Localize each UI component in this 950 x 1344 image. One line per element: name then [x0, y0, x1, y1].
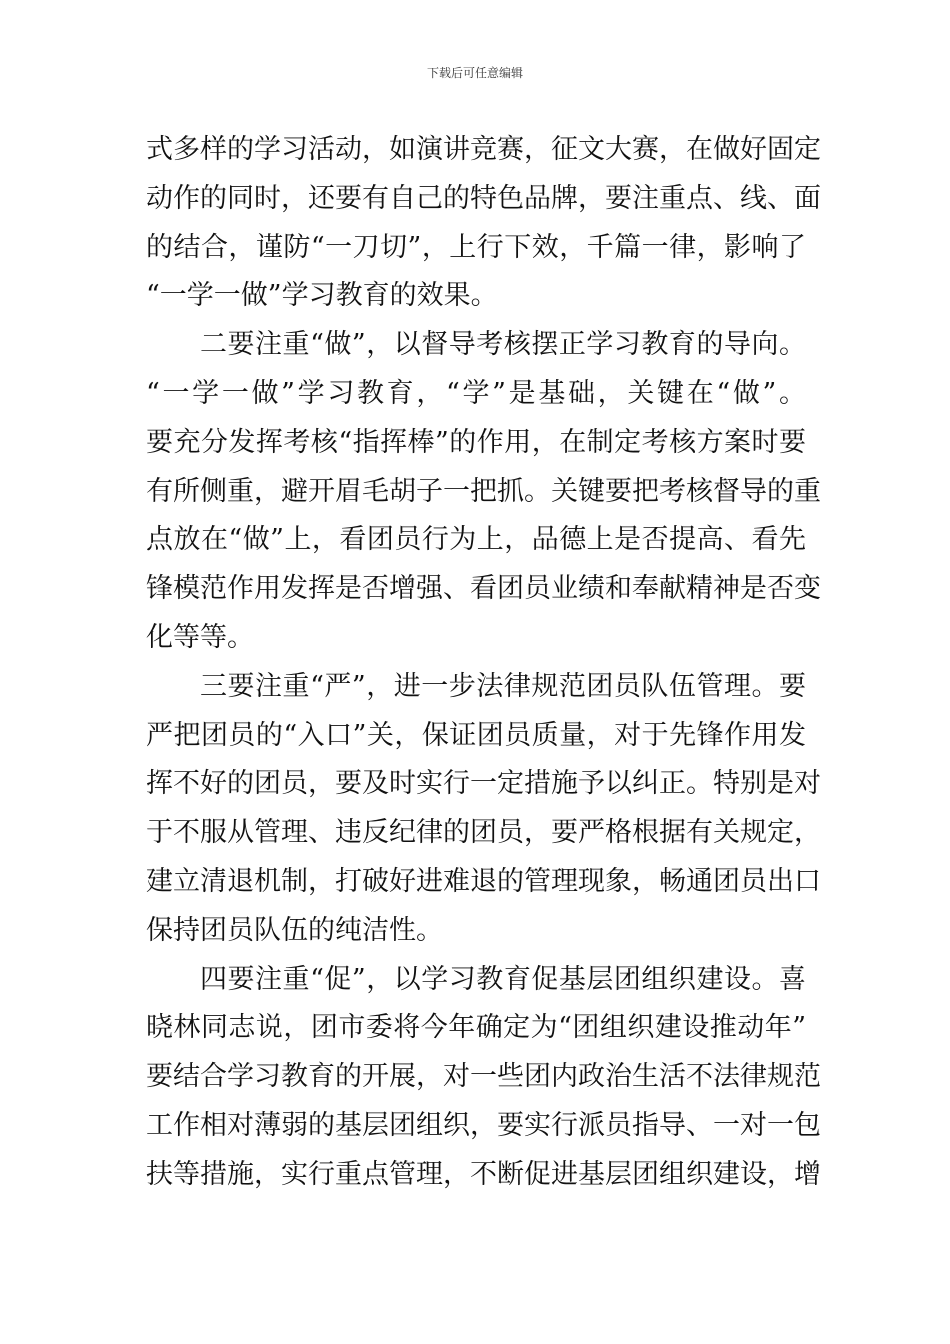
text-line: 工作相对薄弱的基层团组织，要实行派员指导、一对一包: [146, 1109, 821, 1141]
text-line: 化等等。: [146, 621, 254, 653]
paragraph: [146, 126, 821, 321]
text-line: 二要注重“做”，以督导考核摆正学习教育的导向。: [200, 329, 806, 361]
paragraph: [146, 663, 821, 956]
text-line: 的结合，谨防“一刀切”，上行下效，千篇一律，影响了: [146, 231, 806, 263]
page-header: 下载后可任意编辑: [426, 66, 523, 80]
text-line: 扶等措施，实行重点管理，不断促进基层团组织建设，增: [146, 1158, 821, 1190]
paragraph: [146, 956, 821, 1200]
paragraph: [146, 321, 821, 663]
text-line: 晓林同志说，团市委将今年确定为“团组织建设推动年”: [146, 1012, 806, 1044]
text-line: 严把团员的“入口”关，保证团员质量，对于先锋作用发: [146, 719, 806, 751]
text-line: 四要注重“促”，以学习教育促基层团组织建设。喜: [200, 963, 806, 995]
text-line: 保持团员队伍的纯洁性。: [146, 914, 443, 946]
text-line: 式多样的学习活动，如演讲竞赛，征文大赛，在做好固定: [146, 134, 821, 165]
text-line: 三要注重“严”，进一步法律规范团员队伍管理。要: [200, 670, 806, 702]
text-line: 要结合学习教育的开展，对一些团内政治生活不法律规范: [146, 1061, 821, 1093]
text-line: 锋模范作用发挥是否增强、看团员业绩和奉献精神是否变: [146, 573, 821, 605]
text-line: 动作的同时，还要有自己的特色品牌，要注重点、线、面: [146, 182, 821, 214]
text-line: “一学一做”学习教育，“学”是基础，关键在“做”。: [146, 377, 806, 409]
text-line: 建立清退机制，打破好进难退的管理现象，畅通团员出口: [146, 865, 821, 897]
text-line: 有所侧重，避开眉毛胡子一把抓。关键要把考核督导的重: [146, 475, 821, 507]
document-body: [146, 126, 821, 1200]
text-line: 点放在“做”上，看团员行为上，品德上是否提高、看先: [146, 524, 806, 556]
text-line: 于不服从管理、违反纪律的团员，要严格根据有关规定，: [146, 817, 821, 849]
text-line: “一学一做”学习教育的效果。: [146, 280, 498, 312]
text-line: 要充分发挥考核“指挥棒”的作用，在制定考核方案时要: [146, 426, 806, 458]
text-line: 挥不好的团员，要及时实行一定措施予以纠正。特别是对: [146, 768, 821, 800]
